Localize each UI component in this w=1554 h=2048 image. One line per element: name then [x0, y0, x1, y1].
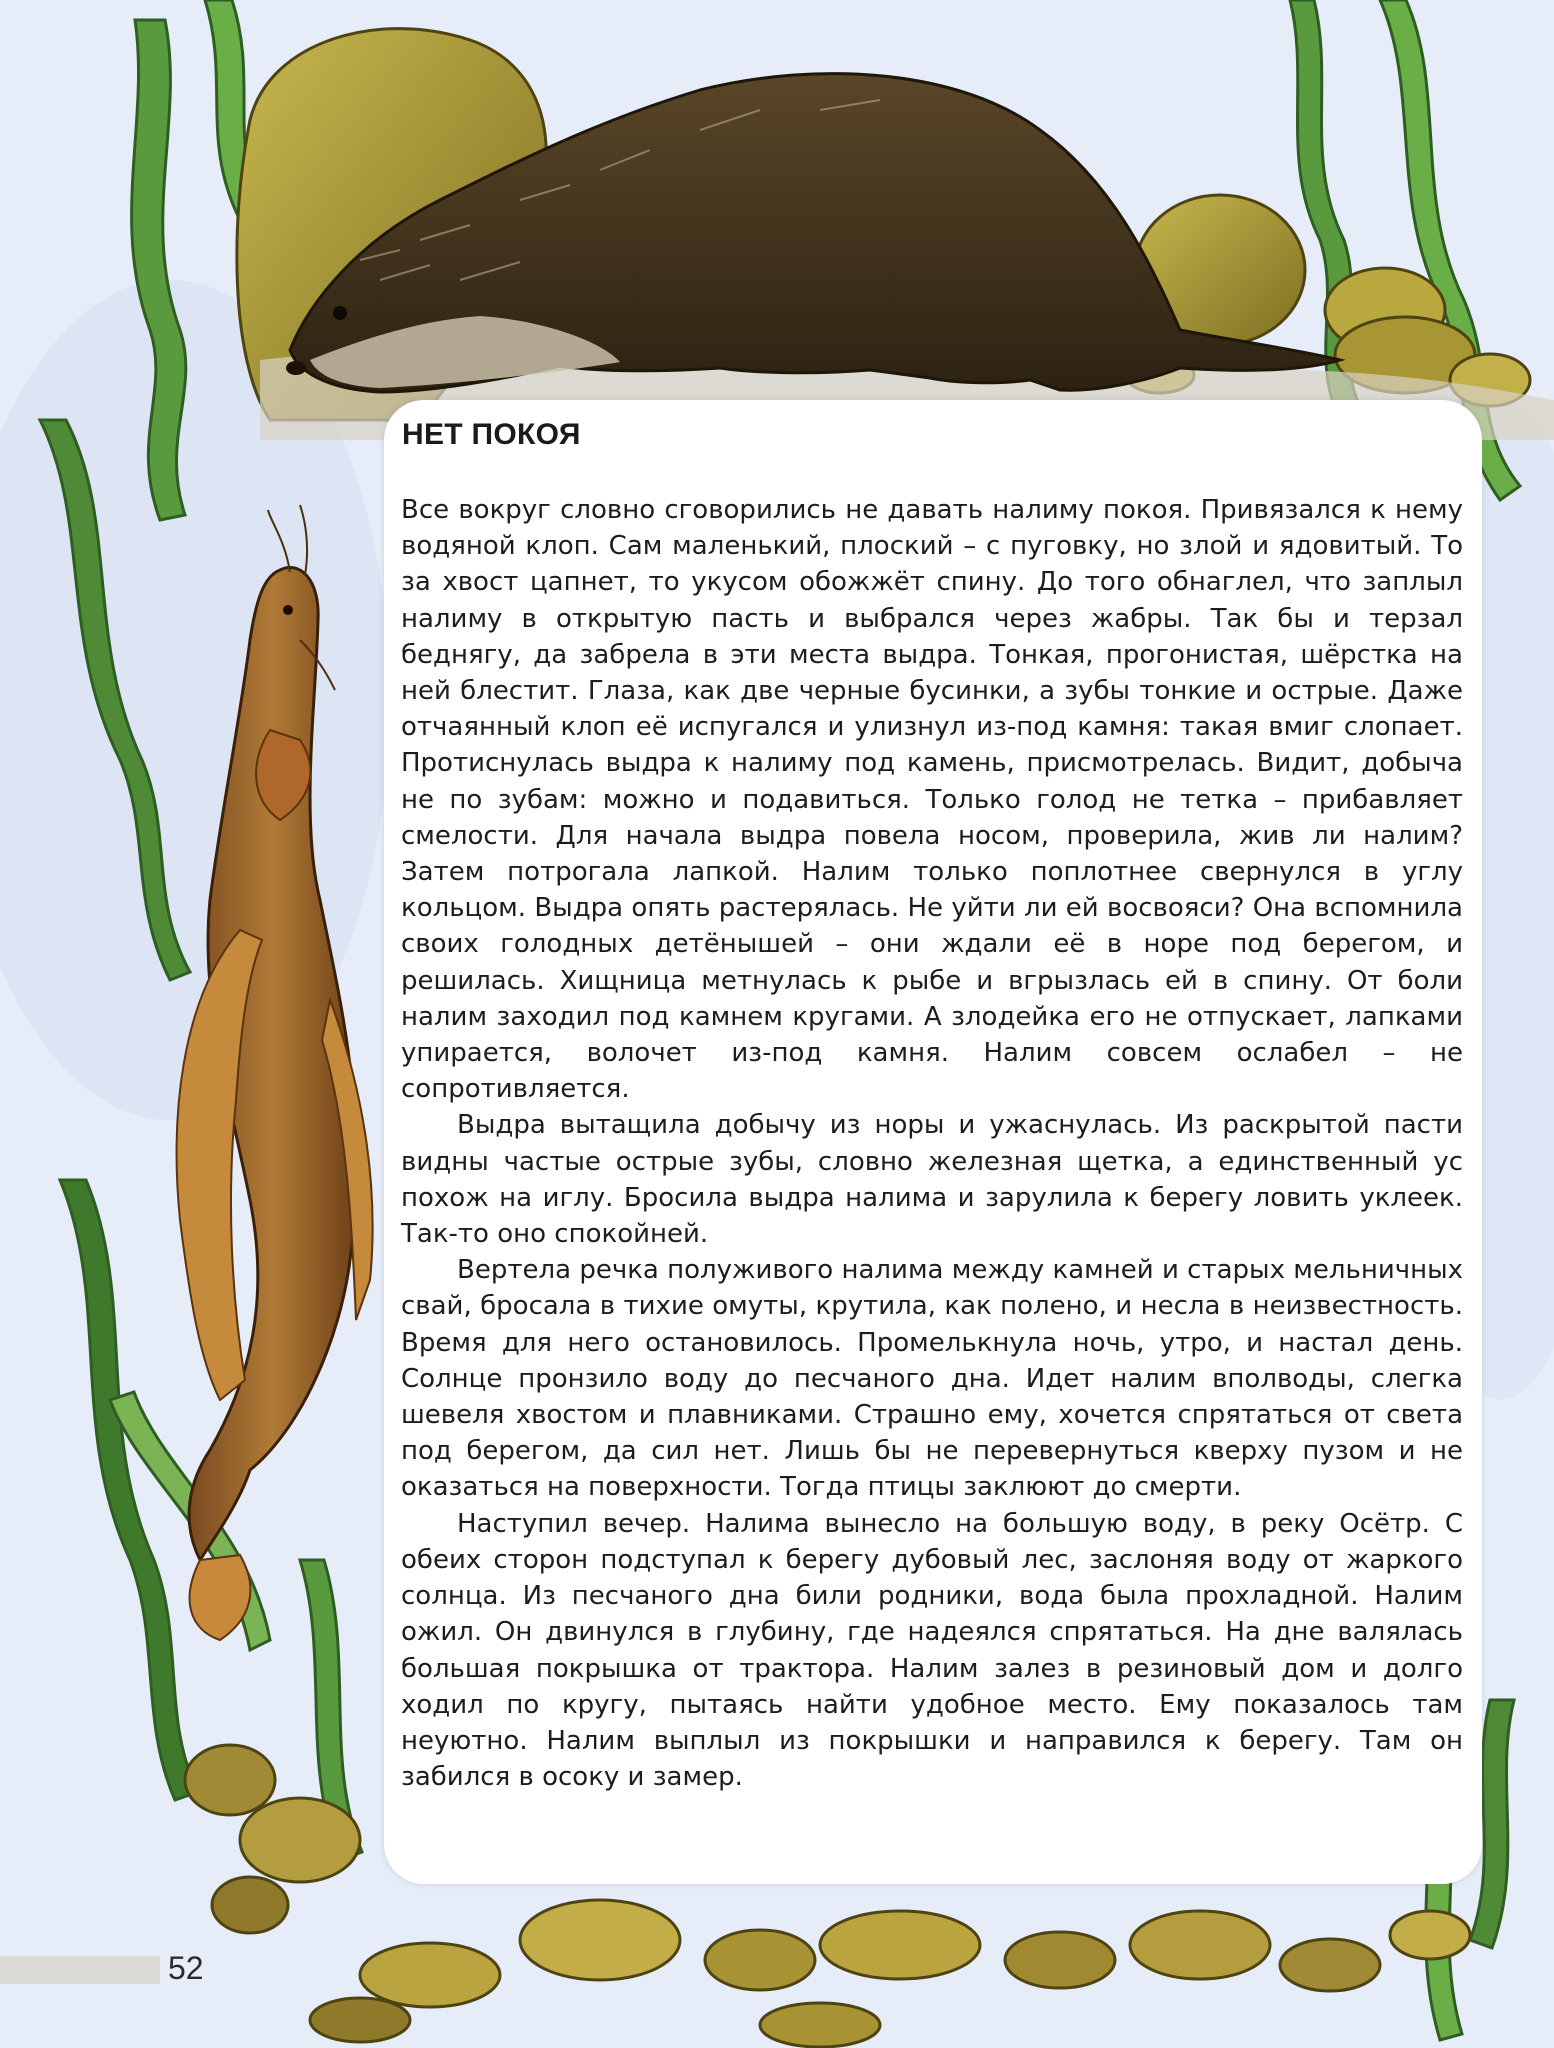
paragraph: Наступил вечер. Налима вынесло на большую воду, в реку Осётр. С обеих сторон подступал к берегу дубовый лес, заслоняя воду от жаркого солнца. Из песчаного дна били родники, вода была прохладной. Налим ожил. Он двинулся в глубину, где надеялся спрятаться. На дне валялась большая покрышка от трактора. Налим залез в резиновый дом и долго ходил по кругу, пытаясь найти удобное место. Ему показалось там неуютно. Налим выплыл из покрышки и направился к берегу. Там он забился в осоку и замер. [401, 1508, 1463, 1793]
paragraph: Вертела речка полуживого налима между камней и старых мельничных свай, бросала в тихие омуты, крутила, как полено, и несла в неизвестность. Время для него остановилось. Промелькнула ночь, утро, и настал день. Солнце пронзило воду до песчаного дна. Идет налим вполводы, слегка шевеля хвостом и плавниками. Страшно ему, хочется спрятаться от света под берегом, да сил нет. Лишь бы не перевернуться кверху пузом и не оказаться на поверхности. Тогда птицы заклюют до смерти. [401, 1255, 1463, 1503]
paragraph: Все вокруг словно сговорились не давать налиму покоя. Привязался к нему водяной клоп. Сам маленький, плоский – с пуговку, но злой и ядовитый. То за хвост цапнет, то укусом обожжёт спину. До того обнаглел, что заплыл налиму в открытую пасть и выбрался через жабры. Так бы и терзал беднягу, да забрела в эти места выдра. Тонкая, прогонистая, шёрстка на ней блестит. Глаза, как две черные бусинки, а зубы тонкие и острые. Даже отчаянный клоп её испугался и улизнул из-под камня: такая вмиг слопает. Протиснулась выдра к налиму под камень, присмотрелась. Видит, добыча не по зубам: можно и подавиться. Только голод не тетка – прибавляет смелости. Для начала выдра повела носом, проверила, жив ли налим? Затем потрогала лапкой. Налим только поплотнее свернулся в углу кольцом. Выдра опять растерялась. Не уйти ли ей восвояси? Она вспомнила своих голодных детёнышей – они ждали её в норе под берегом, и решилась. Хищница метнулась к рыбе и вгрызлась ей в спину. От боли налим заходил под камнем кругами. А злодейка его не отпускает, лапками упирается, волочет из-под камня. Налим совсем ослабел – не сопротивляется. [401, 495, 1463, 1105]
story-text [401, 492, 1463, 1795]
page-number-strip [0, 1956, 160, 1984]
page-title: НЕТ ПОКОЯ [402, 418, 581, 451]
page-number: 52 [168, 1950, 204, 1986]
paragraph: Выдра вытащила добычу из норы и ужаснулась. Из раскрытой пасти видны частые острые зубы, словно железная щетка, а единственный ус похож на иглу. Бросила выдра налима и зарулила к берегу ловить уклеек. Так-то оно спокойней. [401, 1110, 1463, 1250]
